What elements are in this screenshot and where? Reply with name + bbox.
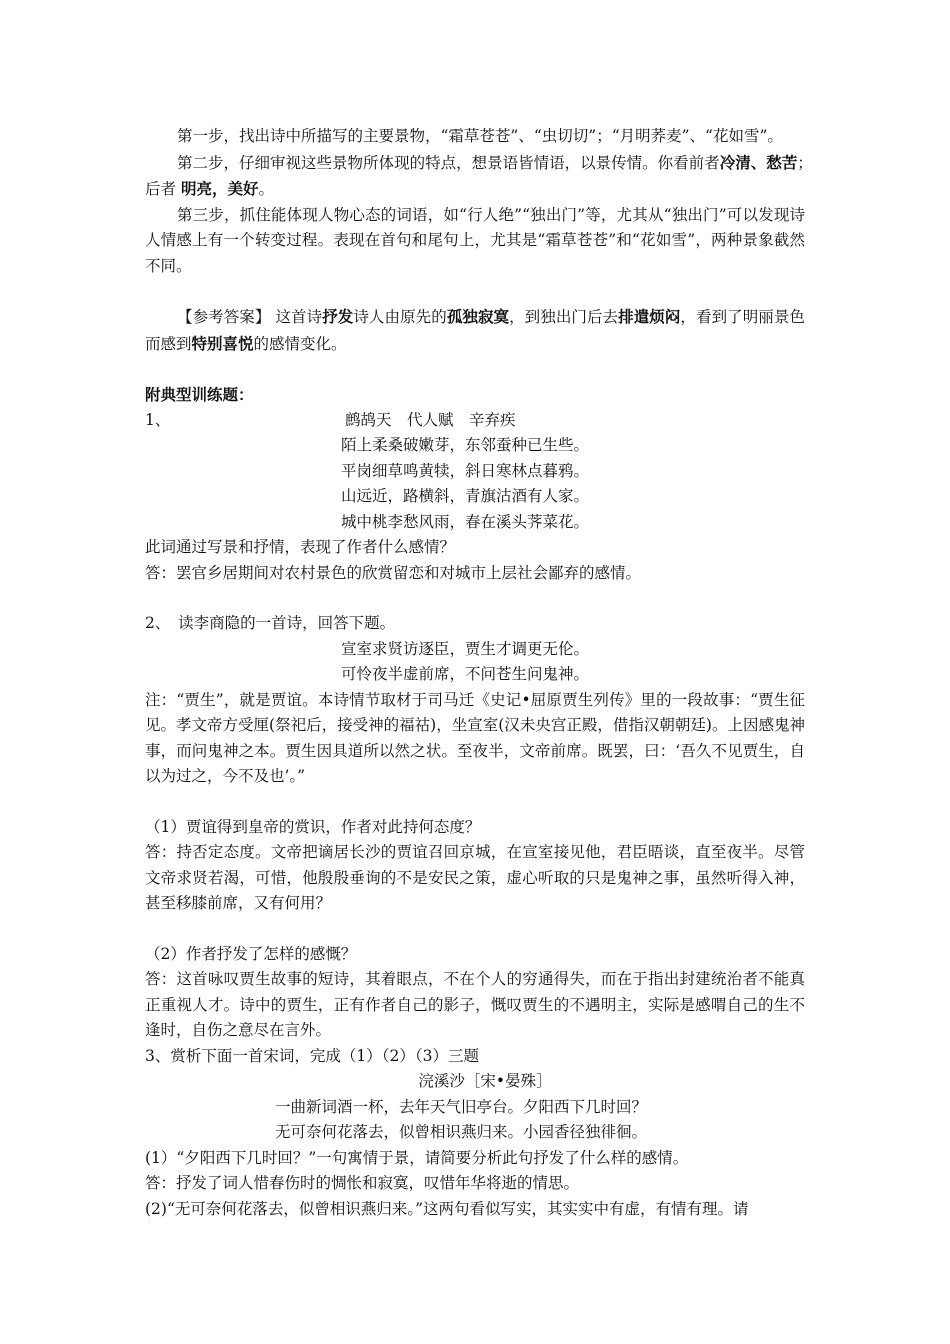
q3-intro: 3、赏析下面一首宋词，完成（1）（2）（3）三题 xyxy=(145,1046,479,1065)
q1-title-row xyxy=(145,408,805,434)
step-1: 第一步，找出诗中所描写的主要景物，“霜草苍苍”、“虫切切”；“月明荞麦”、“花如雪”。 xyxy=(177,127,783,145)
section-title: 附典型训练题： xyxy=(145,385,254,404)
q2-poem-line: 可怜夜半虚前席，不问苍生问鬼神。 xyxy=(341,665,590,683)
answer-label: 【参考答案】 xyxy=(177,308,271,326)
answer-bold-4: 特别喜悦 xyxy=(191,333,254,353)
answer-text-3: ，到独出门后去 xyxy=(509,308,619,326)
step-2-text-c: ； 后者 xyxy=(145,153,821,198)
q1-question: 此词通过写景和抒情，表现了作者什么感情？ xyxy=(145,538,456,556)
q1-answer: 答：罢官乡居期间对农村景色的欣赏留恋和对城市上层社会鄙弃的感情。 xyxy=(145,563,642,582)
q3-sub2-question: (2)“无可奈何花落去，似曾相识燕归来。”这两句看似写实，其实实中有虚，有情有理。请 xyxy=(145,1199,749,1218)
q1-poem-line: 城中桃李愁风雨，春在溪头荠菜花。 xyxy=(341,512,590,531)
answer-bold-2: 孤独寂寞 xyxy=(446,307,510,326)
step-2-text-a: 第二步，仔细审视这些景物所体现的特点，想景语皆情语，以景传情。你看前者 xyxy=(177,153,720,172)
step-2-text-d: 。 xyxy=(258,180,274,198)
answer-bold-1: 抒发 xyxy=(322,307,354,326)
reference-answer xyxy=(145,304,805,357)
step-2-bold-b: 明亮，美好 xyxy=(180,179,259,198)
q2-poem-line: 宣室求贤访逐臣，贾生才调更无伦。 xyxy=(341,639,590,658)
q3-poem-line: 无可奈何花落去，似曾相识燕归来。小园香径独徘徊。 xyxy=(275,1123,648,1141)
step-3: 第三步，抓住能体现人物心态的词语，如“行人绝”“独出门”等，尤其从“独出门”可以发现诗人情感上有一个转变过程。表现在首句和尾句上，尤其是“霜草苍苍”和“花如雪”，两种景象截然不同。 xyxy=(145,205,805,275)
q3-poem-line: 一曲新词酒一杯，去年天气旧亭台。夕阳西下几时回？ xyxy=(275,1097,648,1116)
q3-sub1-answer: 答：抒发了词人惜春伤时的惆怅和寂寞，叹惜年华将逝的情思。 xyxy=(145,1174,580,1192)
answer-text-1: 这首诗 xyxy=(275,308,323,326)
answer-text-4: ，看到了明丽景色而感到 xyxy=(145,308,805,353)
q1-poem-line: 平岗细草鸣黄犊，斜日寒林点暮鸦。 xyxy=(341,461,590,480)
q2-sub1-question: （1）贾谊得到皇帝的赏识，作者对此持何态度？ xyxy=(145,817,481,836)
q1-poem-title: 鹧鸪天 代人赋 辛弃疾 xyxy=(345,410,516,429)
q2-sub2-answer: 答：这首咏叹贾生故事的短诗，其着眼点，不在个人的穷通得失，而在于指出封建统治者不能真正重视人才。诗中的贾生，正有作者自己的影子，慨叹贾生的不遇明主，实际是感喟自己的生不逢时，自伤之意尽在言外。 xyxy=(145,970,805,1039)
step-2-bold-a: 冷清、愁苦 xyxy=(719,152,798,172)
q1-number: 1、 xyxy=(145,410,171,429)
q1-poem-line: 山远近，路横斜，青旗沽酒有人家。 xyxy=(341,487,590,505)
answer-text-5: 的感情变化。 xyxy=(253,334,347,353)
answer-text-2: 诗人由原先的 xyxy=(353,308,447,326)
document-page xyxy=(145,124,821,1222)
q2-sub2-question: （2）作者抒发了怎样的感慨？ xyxy=(145,944,357,963)
q2-note: 注：“贾生”，就是贾谊。本诗情节取材于司马迁《史记•屈原贾生列传》里的一段故事：“贾生征见。孝文帝方受厘(祭祀后，接受神的福祜)，坐宣室(汉未央宫正殿，借指汉朝朝廷)。上因感鬼神事，而问鬼神之本。贾生因具道所以然之状。至夜半，文帝前席。既罢，曰：‘吾久不见贾生，自以为过之，今不及也’。” xyxy=(145,690,805,785)
q3-sub1-question: (1）“夕阳西下几时回？”一句寓情于景，请简要分析此句抒发了什么样的感情。 xyxy=(145,1148,689,1167)
q3-poem-title: 浣溪沙［宋•晏殊］ xyxy=(418,1072,552,1090)
q2-sub1-answer: 答：持否定态度。文帝把谪居长沙的贾谊召回京城，在宣室接见他，君臣晤谈，直至夜半。尽管文帝求贤若渴，可惜，他殷殷垂询的不是安民之策，虚心听取的只是鬼神之事，虽然听得入神，甚至移膝前席，又有何用？ xyxy=(145,843,805,912)
step-2 xyxy=(145,150,821,203)
q2-intro: 2、 读李商隐的一首诗，回答下题。 xyxy=(145,614,396,632)
q1-poem-line: 陌上柔桑破嫩芽，东邻蚕种已生些。 xyxy=(341,436,590,454)
answer-bold-3: 排遣烦闷 xyxy=(618,307,681,326)
